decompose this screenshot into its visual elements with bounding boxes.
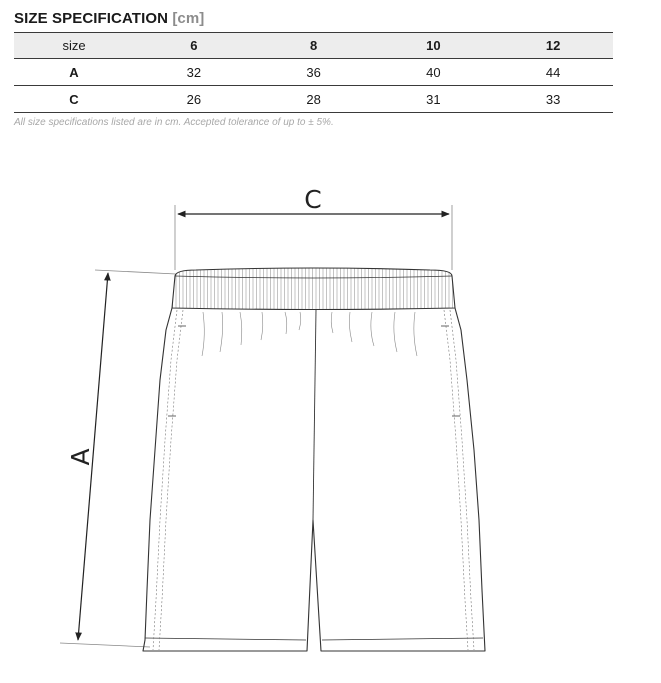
table-cell: 33 xyxy=(493,86,613,113)
heading-title: SIZE SPECIFICATION xyxy=(14,10,169,27)
length-label: A xyxy=(66,448,95,466)
width-label: C xyxy=(304,185,322,214)
table-header-row xyxy=(14,33,613,59)
row-label: C xyxy=(14,86,134,113)
table-row xyxy=(14,59,613,86)
row-label: A xyxy=(14,59,134,86)
table-row xyxy=(14,86,613,113)
table-cell: 44 xyxy=(493,59,613,86)
size-specification-heading xyxy=(14,10,204,27)
width-dimension xyxy=(175,185,452,270)
header-cell: 8 xyxy=(254,33,374,59)
table-cell: 28 xyxy=(254,86,374,113)
table-cell: 26 xyxy=(134,86,254,113)
table-cell: 32 xyxy=(134,59,254,86)
heading-unit: [cm] xyxy=(172,10,205,27)
shorts-diagram xyxy=(0,150,661,683)
header-cell: 12 xyxy=(493,33,613,59)
table-cell: 31 xyxy=(374,86,494,113)
header-cell: size xyxy=(14,33,134,59)
tolerance-footnote: All size specifications listed are in cm. Accepted tolerance of up to ± 5%. xyxy=(14,117,334,128)
size-table xyxy=(14,32,613,113)
table-cell: 36 xyxy=(254,59,374,86)
length-dimension xyxy=(60,270,176,647)
shorts-outline xyxy=(143,268,485,651)
table-cell: 40 xyxy=(374,59,494,86)
header-cell: 10 xyxy=(374,33,494,59)
header-cell: 6 xyxy=(134,33,254,59)
